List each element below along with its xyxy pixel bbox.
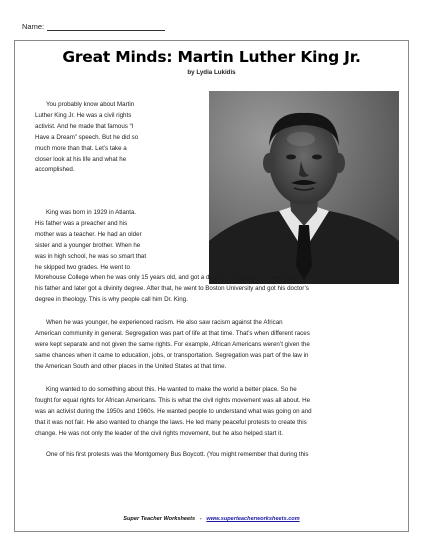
text-line: mother was a teacher. He had an older	[35, 230, 142, 238]
text-line: Morehouse College when he was only 15 years old, and got a degree in sociology. He was inspired by	[35, 274, 315, 282]
article-title: Great Minds: Martin Luther King Jr.	[62, 48, 361, 66]
text-line: were kept separate and not given the same rights. For example, African Americans weren’t given the	[35, 340, 310, 348]
text-line: he skipped two grades. He went to	[35, 263, 130, 271]
text-line: degree in theology. This is why people call him Dr. King.	[35, 296, 188, 304]
text-line: accomplished.	[35, 166, 75, 174]
article-byline: by Lydia Lukidis	[187, 69, 236, 76]
text-line: activist. And he made that famous “I	[35, 122, 134, 130]
paragraph-5	[35, 450, 395, 461]
text-line: You probably know about Martin	[46, 101, 135, 108]
paragraph-4	[35, 385, 395, 440]
text-line: the American South and other places in the United States at that time.	[35, 362, 227, 370]
name-field-row	[22, 22, 165, 31]
text-line: was an activist during the 1950s and 1960s. He wanted people to understand what was going on and	[35, 407, 312, 415]
text-line: One of his first protests was the Montgomery Bus Boycott. (You might remember that during this	[46, 451, 309, 458]
footer-website-link[interactable]: www.superteacherworksheets.com	[206, 516, 300, 522]
text-line: much more than that. Let’s take a	[35, 144, 127, 152]
text-line: sister and a younger brother. When he	[35, 241, 141, 249]
text-line: Luther King Jr. He was a civil rights	[35, 111, 132, 119]
text-line: His father was a preacher and his	[35, 219, 128, 227]
text-line: that it was not fair. He also wanted to change the laws. He led many peaceful protests to create this	[35, 418, 307, 426]
paragraph-1	[35, 100, 205, 176]
text-line: closer look at his life and what he	[35, 155, 127, 163]
text-line: King was born in 1929 in Atlanta.	[46, 209, 137, 216]
text-line: When he was younger, he experienced racism. He also saw racism against the African	[46, 319, 283, 326]
name-label: Name:	[22, 22, 45, 31]
paragraph-2	[35, 208, 395, 306]
text-line: Have a Dream” speech. But he did so	[35, 133, 139, 141]
text-line: same chances when it came to education, jobs, or transportation. Segregation was part of the law in	[35, 351, 309, 359]
name-blank-line[interactable]	[47, 24, 165, 31]
footer-separator: -	[199, 516, 202, 522]
paragraph-3	[35, 318, 395, 373]
footer-brand: Super Teacher Worksheets	[123, 516, 196, 522]
text-line: American community in general. Segregation was part of life at that time. That’s when different races	[35, 329, 310, 337]
text-line: his father and later got a divinity degree. After that, he went to Boston University and got his doctor’s	[35, 285, 309, 293]
text-line: was in high school, he was so smart that	[35, 252, 147, 260]
text-line: King wanted to do something about this. He wanted to make the world a better place. So he	[46, 386, 297, 393]
footer	[14, 516, 409, 522]
text-line: change. He was not only the leader of the civil rights movement, but he also helped start it.	[35, 429, 283, 437]
text-line: fought for equal rights for African Americans. This is what the civil rights movement was all about. He	[35, 396, 311, 404]
